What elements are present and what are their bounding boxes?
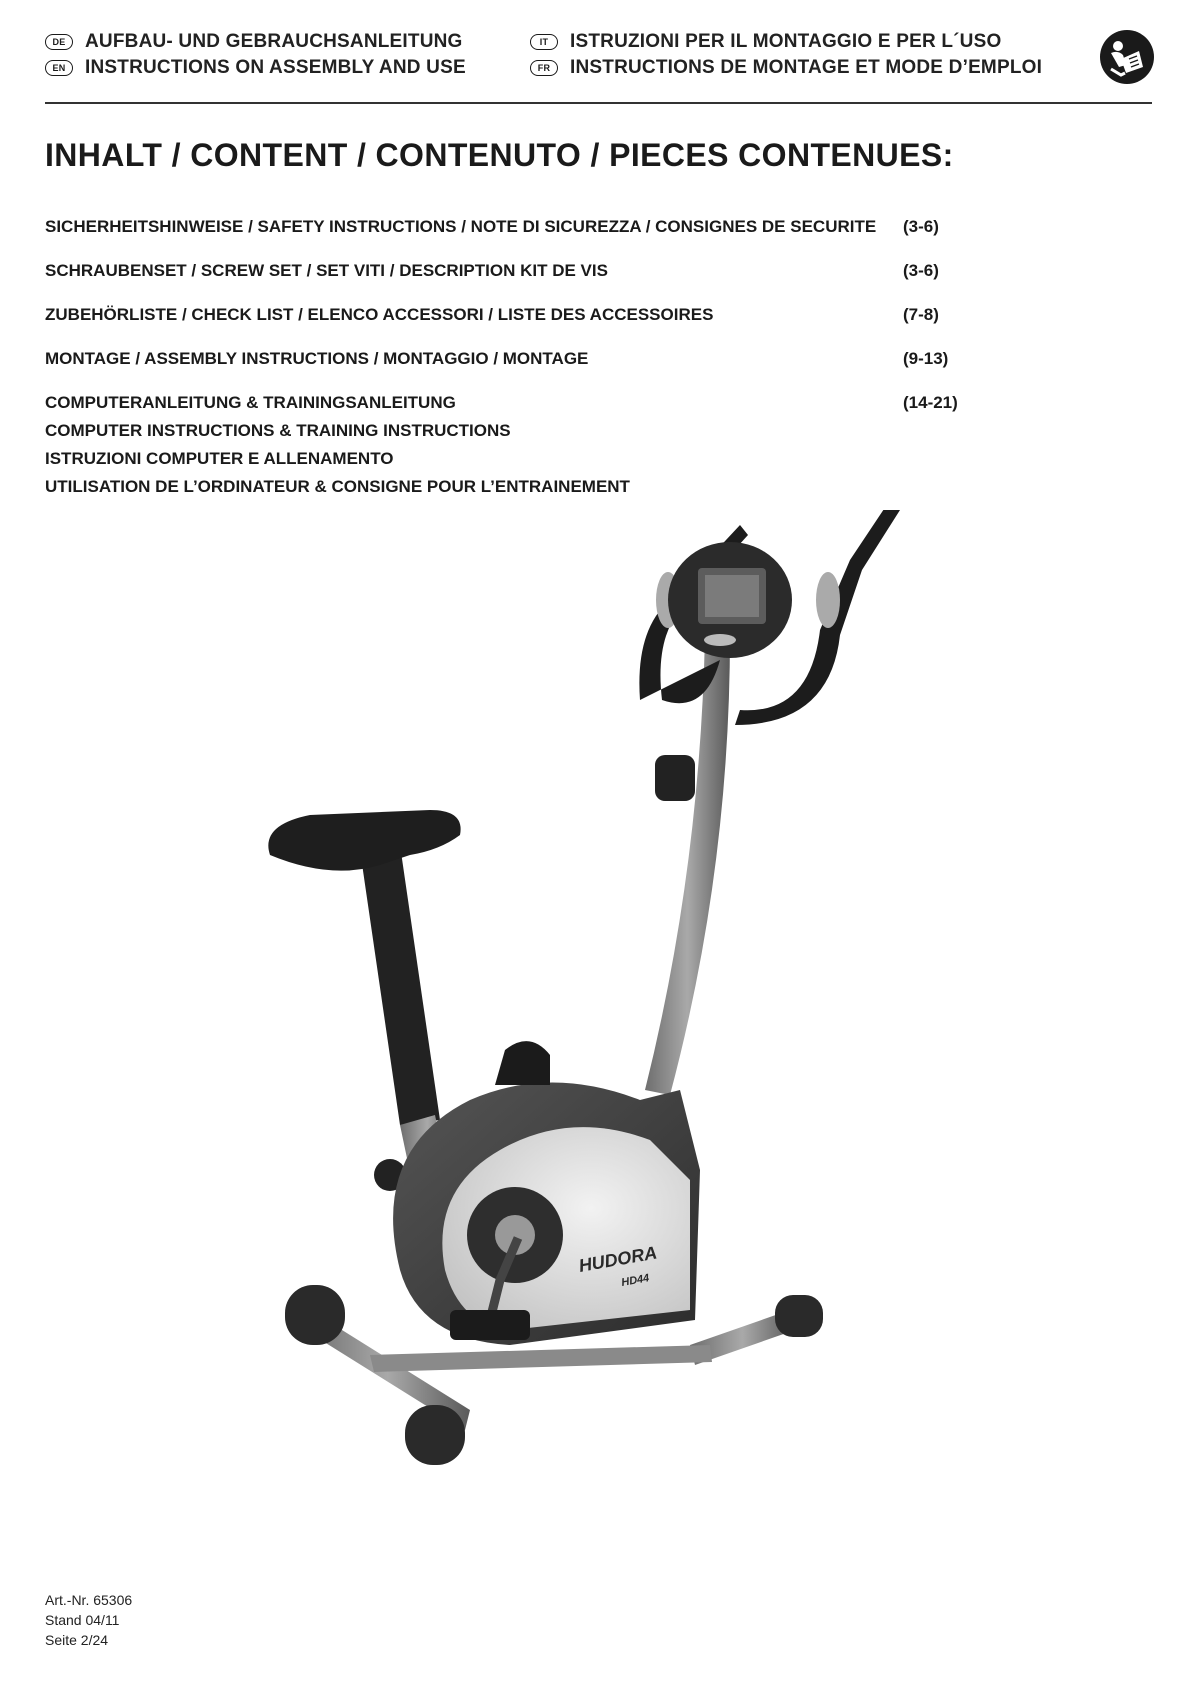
language-title-fr: INSTRUCTIONS DE MONTAGE ET MODE D’EMPLOI (570, 57, 1043, 78)
toc-entry-text: ZUBEHÖRLISTE / CHECK LIST / ELENCO ACCESSORI / LISTE DES ACCESSOIRES (45, 305, 714, 324)
toc-row-check-list (45, 301, 965, 329)
toc-row-screw-set (45, 257, 965, 285)
bike-model-logo: HD44 (620, 1272, 651, 1289)
header-divider (45, 102, 1152, 104)
language-list-right (530, 30, 1042, 82)
language-title-it: ISTRUZIONI PER IL MONTAGGIO E PER L´USO (570, 31, 1002, 52)
language-title-en: INSTRUCTIONS ON ASSEMBLY AND USE (85, 57, 466, 78)
language-badge-it: IT (530, 34, 558, 50)
toc-entry-text: MONTAGE / ASSEMBLY INSTRUCTIONS / MONTAGGIO / MONTAGE (45, 349, 589, 368)
language-badge-en: EN (45, 60, 73, 76)
language-row-it (530, 30, 1042, 54)
toc-page-range: (14-21) (903, 393, 958, 412)
bike-brand-logo: HUDORA (577, 1242, 659, 1276)
language-badge-fr: FR (530, 60, 558, 76)
language-list-left (45, 30, 466, 82)
page-number: Seite 2/24 (45, 1632, 109, 1648)
toc-page-range: (3-6) (903, 261, 939, 280)
toc-entry-text: UTILISATION DE L’ORDINATEUR & CONSIGNE POUR L’ENTRAINEMENT (45, 477, 630, 496)
language-title-de: AUFBAU- UND GEBRAUCHSANLEITUNG (85, 31, 463, 52)
language-badge-de: DE (45, 34, 73, 50)
read-manual-icon (1099, 29, 1155, 85)
exercise-bike-image (250, 510, 1010, 1590)
toc-page-range: (3-6) (903, 217, 939, 236)
page-title: INHALT / CONTENT / CONTENUTO / PIECES CONTENUES: (45, 137, 954, 173)
toc-entry-text: COMPUTERANLEITUNG & TRAININGSANLEITUNG (45, 393, 456, 412)
toc-row-assembly (45, 345, 965, 373)
revision-date: Stand 04/11 (45, 1612, 120, 1628)
article-number: Art.-Nr. 65306 (45, 1592, 133, 1608)
toc-row-safety (45, 213, 965, 241)
language-row-fr (530, 56, 1042, 80)
table-of-contents (45, 213, 965, 517)
toc-entry-text: SICHERHEITSHINWEISE / SAFETY INSTRUCTIONS / NOTE DI SICUREZZA / CONSIGNES DE SECURITE (45, 217, 877, 236)
toc-entry-text: ISTRUZIONI COMPUTER E ALLENAMENTO (45, 449, 394, 468)
toc-page-range: (9-13) (903, 349, 949, 368)
language-row-de (45, 30, 466, 54)
language-row-en (45, 56, 466, 80)
toc-entry-text: SCHRAUBENSET / SCREW SET / SET VITI / DESCRIPTION KIT DE VIS (45, 261, 608, 280)
toc-row-computer (45, 389, 965, 501)
toc-entry-text: COMPUTER INSTRUCTIONS & TRAINING INSTRUCTIONS (45, 421, 511, 440)
document-meta (45, 1590, 132, 1650)
toc-page-range: (7-8) (903, 305, 939, 324)
